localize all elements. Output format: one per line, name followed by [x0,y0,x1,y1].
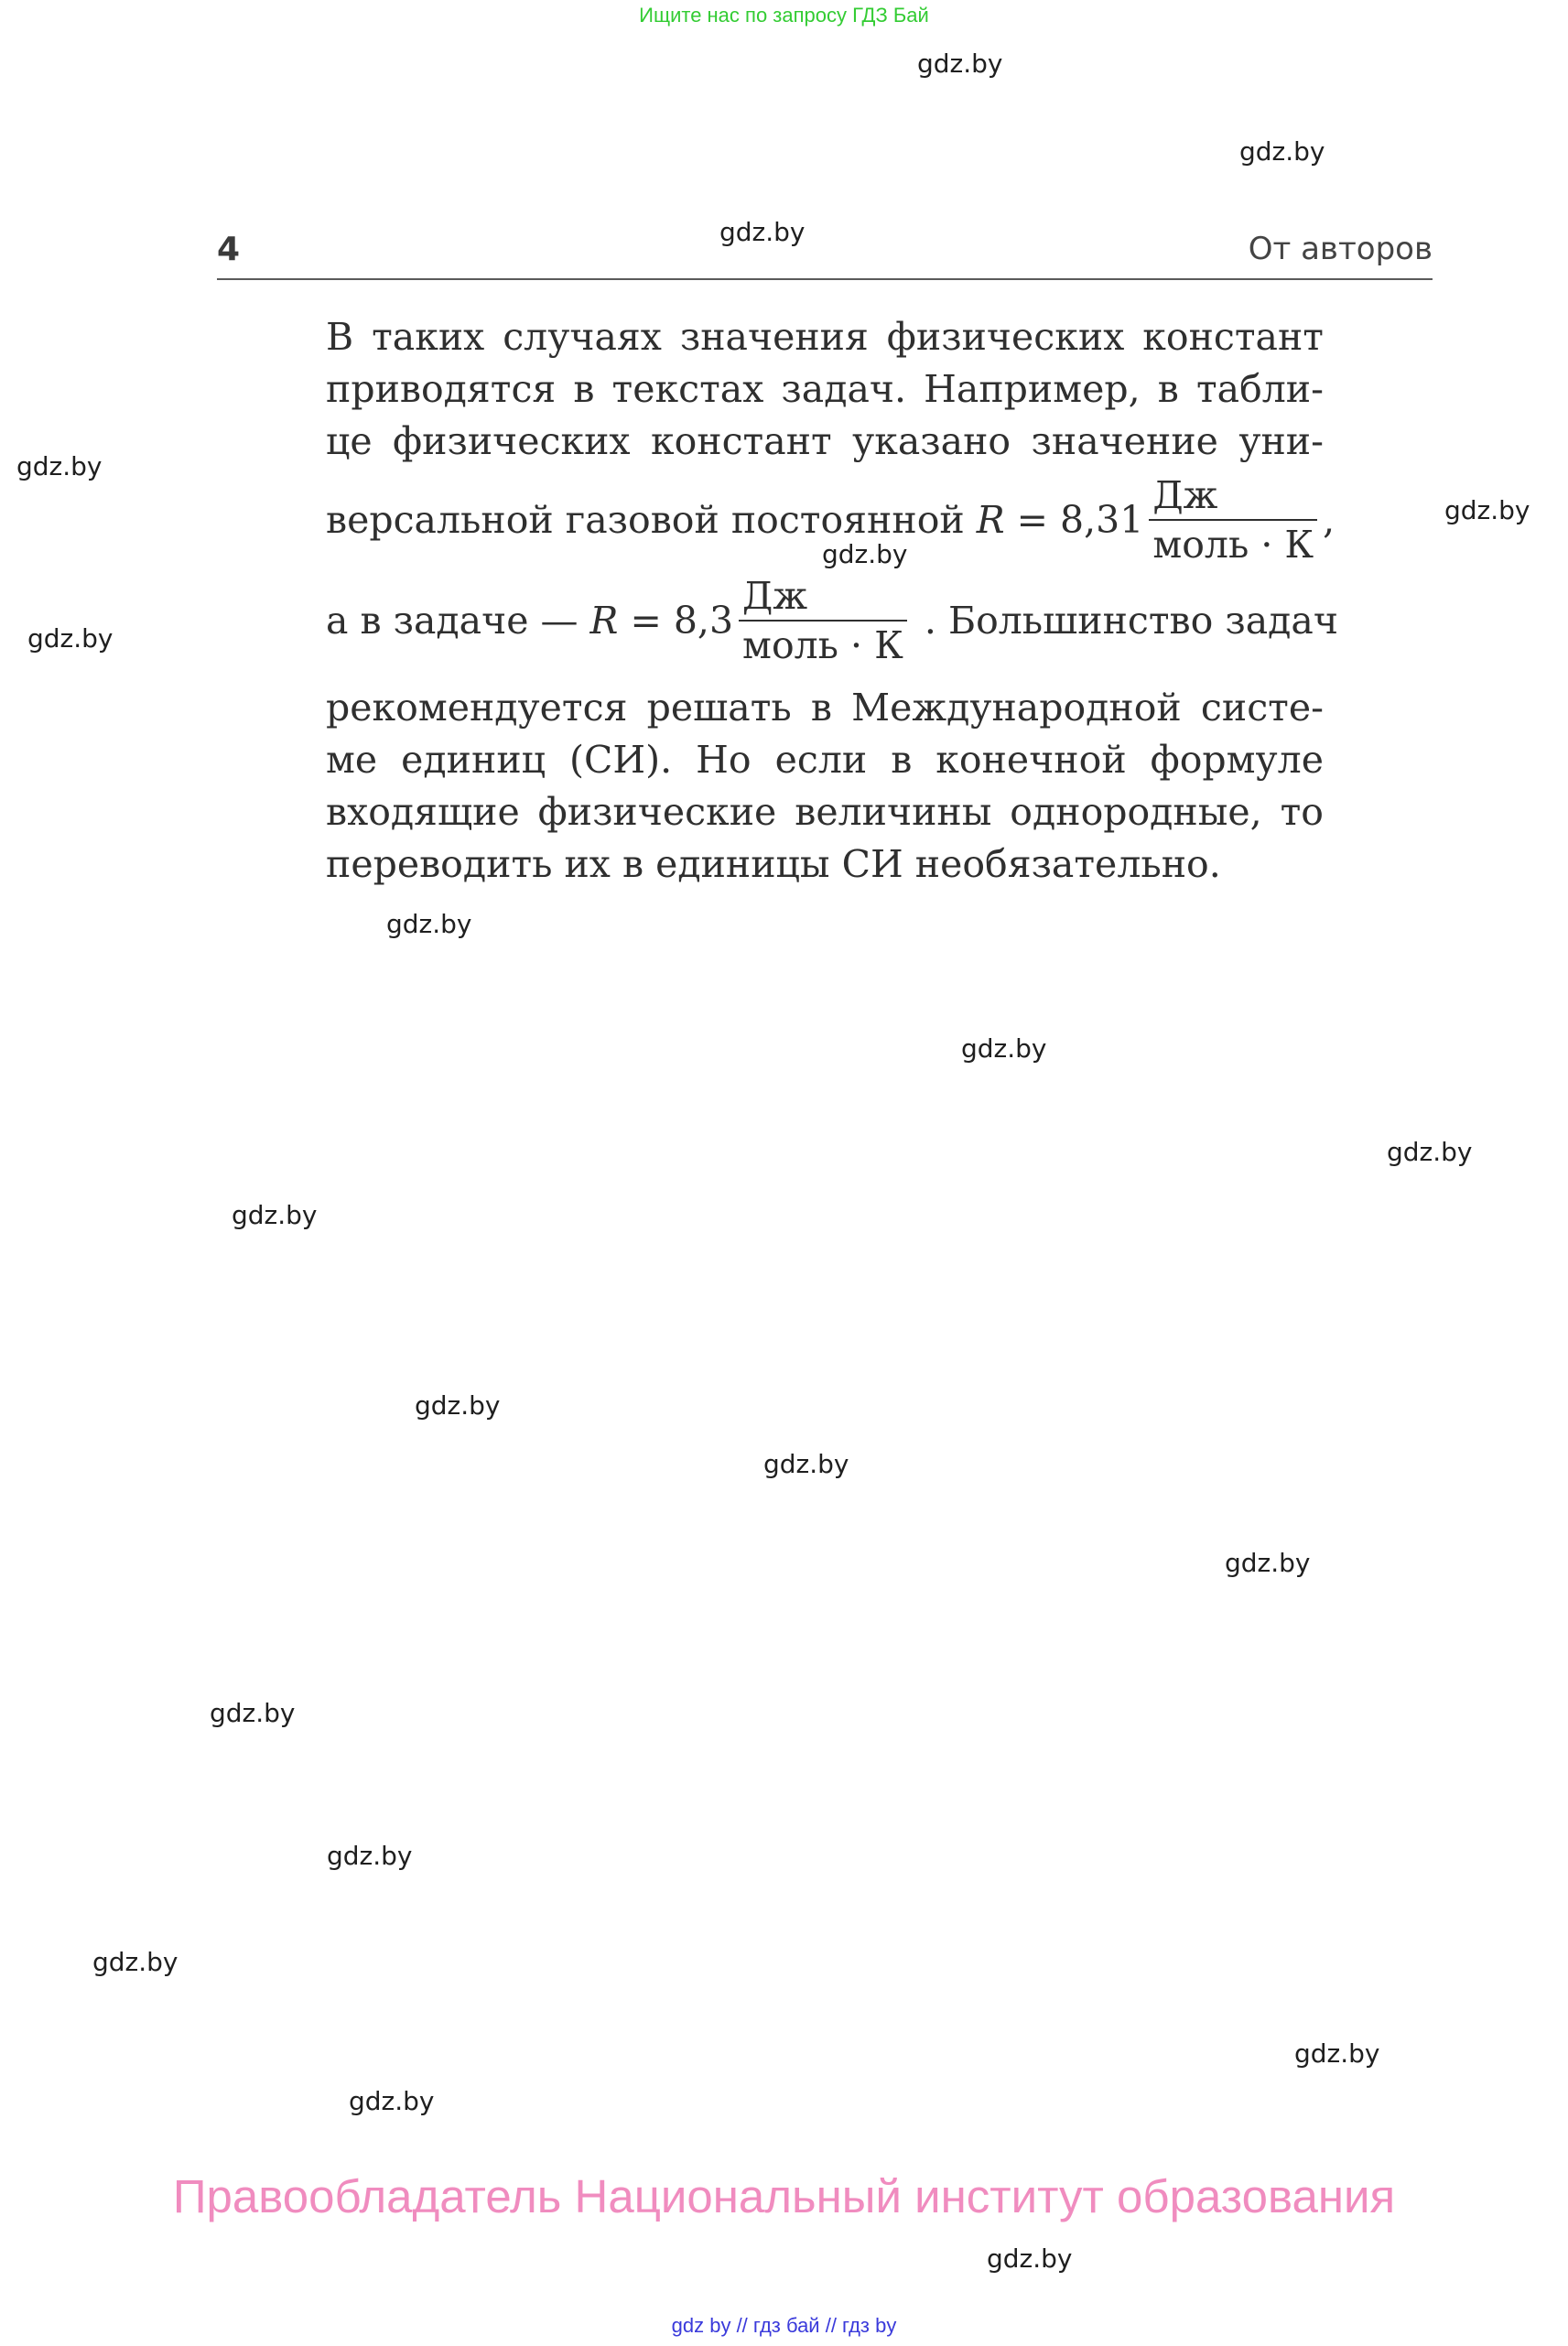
watermark: gdz.by [1444,495,1530,525]
watermark: gdz.by [822,539,908,569]
watermark: gdz.by [349,2086,435,2116]
text-line: ме единиц (СИ). Но если в конечной формуле [326,738,1324,782]
watermark: gdz.by [1387,1137,1473,1167]
fraction-denominator: моль · К [742,622,903,667]
text-fragment: версальной газовой постоянной [326,498,965,542]
gas-constant-formula [976,472,1336,567]
watermark: gdz.by [415,1390,501,1421]
watermark: gdz.by [917,49,1003,79]
formula-line [326,472,1336,572]
text-fragment: . Большинство задач [924,599,1338,643]
text-line: це физических констант указано значение уни- [326,419,1324,463]
section-title: От авторов [1248,231,1433,267]
watermark: gdz.by [719,217,806,247]
text-line: переводить их в единицы СИ необязательно. [326,842,1221,886]
watermark: gdz.by [92,1947,178,1977]
watermark: gdz.by [1225,1548,1311,1578]
watermark: gdz.by [16,451,103,481]
unit-fraction [739,572,907,669]
formula-variable: R [589,599,619,643]
copyright-owner: Правообладатель Национальный институт образования [172,2170,1396,2222]
formula-variable: R [976,498,1005,542]
watermark: gdz.by [232,1200,318,1230]
watermark: gdz.by [763,1449,849,1479]
text-line: входящие физические величины однородные, то [326,790,1324,834]
header-rule [217,278,1433,280]
watermark: gdz.by [1239,136,1325,167]
fraction-numerator: Дж [1152,472,1218,517]
watermark: gdz.by [27,623,114,654]
watermark: gdz.by [210,1698,296,1728]
watermark: gdz.by [327,1841,413,1871]
text-line: рекомендуется решать в Международной систе- [326,686,1324,730]
watermark: gdz.by [386,909,472,939]
formula-value: = 8,31 [1004,498,1144,542]
unit-fraction [1149,471,1317,568]
formula-value: = 8,3 [618,599,734,643]
text-fragment: а в задаче — [326,599,579,643]
fraction-denominator: моль · К [1152,522,1314,567]
watermark: gdz.by [1294,2038,1380,2069]
watermark: gdz.by [987,2243,1073,2274]
watermark: gdz.by [961,1033,1047,1064]
top-banner: Ищите нас по запросу ГДЗ Бай [639,4,929,27]
text-line: В таких случаях значения физических констант [326,315,1324,359]
page-number: 4 [217,231,241,268]
gas-constant-formula [589,573,913,667]
punctuation: , [1323,498,1336,542]
formula-line [326,573,1338,673]
body-paragraph [326,311,1338,897]
bottom-banner: gdz by // гдз бай // гдз by [671,2314,897,2337]
fraction-numerator: Дж [742,573,808,618]
text-line: приводятся в текстах задач. Например, в табли- [326,367,1324,411]
